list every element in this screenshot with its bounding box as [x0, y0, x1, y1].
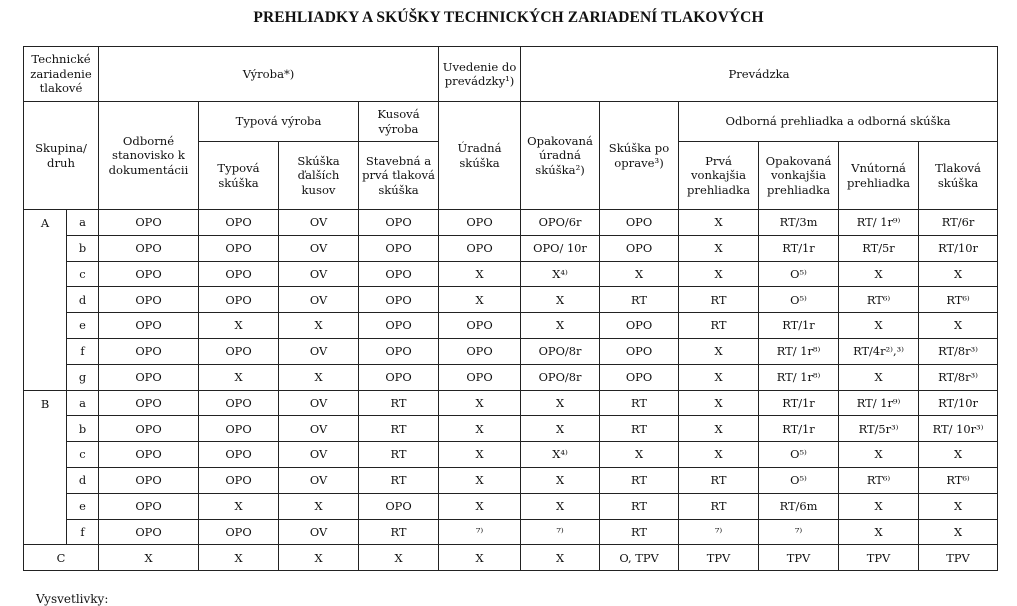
- table-cell: X: [439, 390, 521, 416]
- table-row: [24, 442, 998, 468]
- druh-cell: f: [67, 519, 99, 545]
- table-cell: X: [919, 519, 998, 545]
- table-cell: OV: [279, 287, 359, 313]
- table-row: [24, 313, 998, 339]
- table-cell: OPO: [99, 210, 199, 236]
- table-cell: TPV: [759, 545, 839, 571]
- table-cell: RT: [359, 519, 439, 545]
- table-cell: RT: [679, 467, 759, 493]
- table-cell: RT: [359, 442, 439, 468]
- table-cell: OPO: [439, 235, 521, 261]
- table-row: [24, 493, 998, 519]
- table-cell: RT⁶⁾: [839, 287, 919, 313]
- table-cell: X: [679, 338, 759, 364]
- group-cell: C: [24, 545, 99, 571]
- table-cell: RT/5r³⁾: [839, 416, 919, 442]
- table-cell: OPO: [359, 493, 439, 519]
- table-cell: RT: [600, 416, 679, 442]
- table-cell: OV: [279, 210, 359, 236]
- header-tech: Technické zariadenie tlakové: [24, 47, 99, 102]
- table-cell: X: [839, 519, 919, 545]
- table-cell: X⁴⁾: [521, 442, 600, 468]
- table-cell: OPO: [99, 493, 199, 519]
- table-cell: OPO/6r: [521, 210, 600, 236]
- table-cell: X: [279, 313, 359, 339]
- table-cell: RT: [359, 467, 439, 493]
- table-cell: OV: [279, 519, 359, 545]
- table-row: [24, 287, 998, 313]
- table-cell: RT/ 1r⁸⁾: [759, 338, 839, 364]
- table-cell: X: [679, 390, 759, 416]
- table-cell: OPO: [99, 390, 199, 416]
- table-cell: OPO/8r: [521, 364, 600, 390]
- table-cell: X: [439, 442, 521, 468]
- table-cell: OPO: [99, 313, 199, 339]
- druh-cell: c: [67, 442, 99, 468]
- table-cell: ⁷⁾: [439, 519, 521, 545]
- table-cell: OPO: [439, 210, 521, 236]
- header-prevadzka: Prevádzka: [521, 47, 998, 102]
- table-row: [24, 338, 998, 364]
- table-row: [24, 545, 998, 571]
- header-vyroba: Výroba*): [99, 47, 439, 102]
- header-typova-skuska: Typová skúška: [199, 142, 279, 210]
- table-cell: RT/8r³⁾: [919, 364, 998, 390]
- table-cell: X: [679, 364, 759, 390]
- table-cell: RT: [679, 287, 759, 313]
- table-cell: RT: [679, 493, 759, 519]
- header-prva-vonkajsia: Prvá vonkajšia prehliadka: [679, 142, 759, 210]
- table-cell: X: [521, 390, 600, 416]
- table-cell: X: [919, 442, 998, 468]
- table-cell: RT: [679, 313, 759, 339]
- druh-cell: b: [67, 416, 99, 442]
- table-cell: X: [199, 493, 279, 519]
- table-cell: OPO: [199, 261, 279, 287]
- table-cell: RT⁶⁾: [919, 287, 998, 313]
- table-row: [24, 416, 998, 442]
- header-odborne-stanovisko: Odborné stanovisko k dokumentácii: [99, 102, 199, 210]
- table-cell: ⁷⁾: [759, 519, 839, 545]
- table-cell: O⁵⁾: [759, 261, 839, 287]
- table-cell: OPO: [199, 210, 279, 236]
- table-cell: OPO: [199, 519, 279, 545]
- table-cell: OPO: [199, 442, 279, 468]
- header-stavebna: Stavebná a prvá tlaková skúška: [359, 142, 439, 210]
- table-cell: RT/ 1r⁹⁾: [839, 210, 919, 236]
- table-cell: OPO: [439, 313, 521, 339]
- header-opakovana-vonkajsia: Opakovaná vonkajšia prehliadka: [759, 142, 839, 210]
- table-cell: RT: [600, 519, 679, 545]
- table-cell: RT/5r: [839, 235, 919, 261]
- table-cell: RT/6m: [759, 493, 839, 519]
- druh-cell: e: [67, 313, 99, 339]
- table-cell: RT/ 1r⁹⁾: [839, 390, 919, 416]
- table-cell: O⁵⁾: [759, 442, 839, 468]
- table-cell: X: [521, 313, 600, 339]
- table-cell: OPO: [99, 261, 199, 287]
- table-cell: OPO: [99, 364, 199, 390]
- table-cell: OPO: [439, 364, 521, 390]
- table-cell: X: [99, 545, 199, 571]
- table-cell: X: [839, 364, 919, 390]
- table-cell: OPO: [199, 287, 279, 313]
- table-cell: RT/1r: [759, 313, 839, 339]
- druh-cell: d: [67, 467, 99, 493]
- header-tlakova: Tlaková skúška: [919, 142, 998, 210]
- table-cell: OV: [279, 442, 359, 468]
- table-cell: OV: [279, 235, 359, 261]
- table-cell: X: [199, 545, 279, 571]
- table-cell: X: [359, 545, 439, 571]
- table-cell: X: [439, 287, 521, 313]
- header-uradna-skuska: Úradná skúška: [439, 102, 521, 210]
- table-cell: RT/10r: [919, 390, 998, 416]
- druh-cell: f: [67, 338, 99, 364]
- table-cell: X: [679, 442, 759, 468]
- table-cell: X: [679, 210, 759, 236]
- table-cell: X: [839, 493, 919, 519]
- table-cell: X: [839, 313, 919, 339]
- group-cell: B: [24, 390, 67, 545]
- table-cell: X: [839, 442, 919, 468]
- table-cell: X: [679, 416, 759, 442]
- header-skuska-po-oprave: Skúška po oprave³): [600, 102, 679, 210]
- table-cell: O⁵⁾: [759, 287, 839, 313]
- druh-cell: e: [67, 493, 99, 519]
- table-cell: O, TPV: [600, 545, 679, 571]
- page-title: PREHLIADKY A SKÚŠKY TECHNICKÝCH ZARIADENÍ TLAKOVÝCH: [253, 9, 764, 26]
- table-cell: RT/3m: [759, 210, 839, 236]
- table-cell: OV: [279, 338, 359, 364]
- table-row: [24, 390, 998, 416]
- table-cell: OPO: [600, 235, 679, 261]
- table-row: [24, 235, 998, 261]
- table-cell: X: [521, 493, 600, 519]
- table-cell: OPO: [600, 364, 679, 390]
- table-cell: X: [839, 261, 919, 287]
- table-cell: OPO: [359, 313, 439, 339]
- header-skuska-dalsich: Skúška ďalších kusov: [279, 142, 359, 210]
- table-cell: OPO: [359, 364, 439, 390]
- table-cell: O⁵⁾: [759, 467, 839, 493]
- footer-note: Vysvetlivky:: [36, 592, 109, 606]
- druh-cell: a: [67, 390, 99, 416]
- table-cell: OPO: [600, 313, 679, 339]
- table-cell: OPO: [439, 338, 521, 364]
- table-cell: X: [521, 287, 600, 313]
- table-cell: OPO: [99, 442, 199, 468]
- table-cell: X: [439, 493, 521, 519]
- table-cell: ⁷⁾: [679, 519, 759, 545]
- table-cell: OPO: [99, 519, 199, 545]
- table-cell: RT: [600, 467, 679, 493]
- table-cell: RT⁶⁾: [839, 467, 919, 493]
- table-cell: RT/10r: [919, 235, 998, 261]
- table-cell: X: [521, 545, 600, 571]
- table-cell: X: [919, 493, 998, 519]
- table-cell: OPO: [359, 235, 439, 261]
- header-kusova-vyroba: Kusová výroba: [359, 102, 439, 142]
- table-cell: OV: [279, 390, 359, 416]
- table-cell: OV: [279, 467, 359, 493]
- table-row: [24, 210, 998, 236]
- table-cell: TPV: [679, 545, 759, 571]
- table-cell: OPO: [199, 467, 279, 493]
- table-cell: RT: [600, 390, 679, 416]
- header-odborna: Odborná prehliadka a odborná skúška: [679, 102, 998, 142]
- table-cell: X: [199, 313, 279, 339]
- table-cell: X: [919, 313, 998, 339]
- table-cell: RT/1r: [759, 390, 839, 416]
- table-cell: X: [600, 261, 679, 287]
- table-cell: RT/6r: [919, 210, 998, 236]
- druh-cell: b: [67, 235, 99, 261]
- table-cell: X: [439, 416, 521, 442]
- table-cell: TPV: [919, 545, 998, 571]
- header-skupina: Skupina/ druh: [24, 102, 99, 210]
- table-cell: OPO: [359, 261, 439, 287]
- table-row: [24, 364, 998, 390]
- table-cell: ⁷⁾: [521, 519, 600, 545]
- table-cell: OPO: [99, 467, 199, 493]
- table-cell: OV: [279, 261, 359, 287]
- table-cell: RT: [600, 287, 679, 313]
- table-cell: X: [521, 416, 600, 442]
- table-cell: X: [521, 467, 600, 493]
- header-uvedenie: Uvedenie do prevádzky¹): [439, 47, 521, 102]
- table-cell: X: [279, 364, 359, 390]
- table-cell: RT: [359, 416, 439, 442]
- table-row: [24, 467, 998, 493]
- table-cell: OPO: [199, 416, 279, 442]
- table-cell: OPO: [99, 416, 199, 442]
- table-cell: X: [439, 261, 521, 287]
- table-cell: OPO: [99, 338, 199, 364]
- table-cell: X: [279, 493, 359, 519]
- table-cell: OPO/8r: [521, 338, 600, 364]
- table-cell: TPV: [839, 545, 919, 571]
- table-cell: RT/ 10r³⁾: [919, 416, 998, 442]
- table-cell: RT⁶⁾: [919, 467, 998, 493]
- table-cell: RT/1r: [759, 416, 839, 442]
- table-cell: X: [439, 467, 521, 493]
- table-cell: OPO: [199, 338, 279, 364]
- table-cell: OPO: [359, 338, 439, 364]
- druh-cell: c: [67, 261, 99, 287]
- table-cell: OPO: [99, 235, 199, 261]
- table-cell: X: [679, 261, 759, 287]
- table-cell: X: [600, 442, 679, 468]
- table-row: [24, 519, 998, 545]
- table-cell: RT/1r: [759, 235, 839, 261]
- inspection-table: [23, 46, 998, 571]
- group-cell: A: [24, 210, 67, 391]
- table-cell: X: [679, 235, 759, 261]
- druh-cell: g: [67, 364, 99, 390]
- table-cell: RT/8r³⁾: [919, 338, 998, 364]
- table-cell: X: [279, 545, 359, 571]
- table-cell: OPO/ 10r: [521, 235, 600, 261]
- table-cell: RT: [359, 390, 439, 416]
- table-cell: X: [919, 261, 998, 287]
- table-cell: X⁴⁾: [521, 261, 600, 287]
- header-opakovana-uradna: Opakovaná úradná skúška²): [521, 102, 600, 210]
- table-row: [24, 261, 998, 287]
- header-typova-vyroba: Typová výroba: [199, 102, 359, 142]
- table-cell: OPO: [199, 390, 279, 416]
- druh-cell: d: [67, 287, 99, 313]
- table-cell: OPO: [359, 210, 439, 236]
- table-cell: OV: [279, 416, 359, 442]
- table-cell: X: [439, 545, 521, 571]
- druh-cell: a: [67, 210, 99, 236]
- table-cell: X: [199, 364, 279, 390]
- table-cell: RT: [600, 493, 679, 519]
- table-cell: OPO: [600, 210, 679, 236]
- table-cell: RT/4r²⁾,³⁾: [839, 338, 919, 364]
- table-cell: OPO: [199, 235, 279, 261]
- header-vnutorna: Vnútorná prehliadka: [839, 142, 919, 210]
- table-cell: OPO: [359, 287, 439, 313]
- table-cell: OPO: [99, 287, 199, 313]
- table-cell: RT/ 1r⁸⁾: [759, 364, 839, 390]
- table-cell: OPO: [600, 338, 679, 364]
